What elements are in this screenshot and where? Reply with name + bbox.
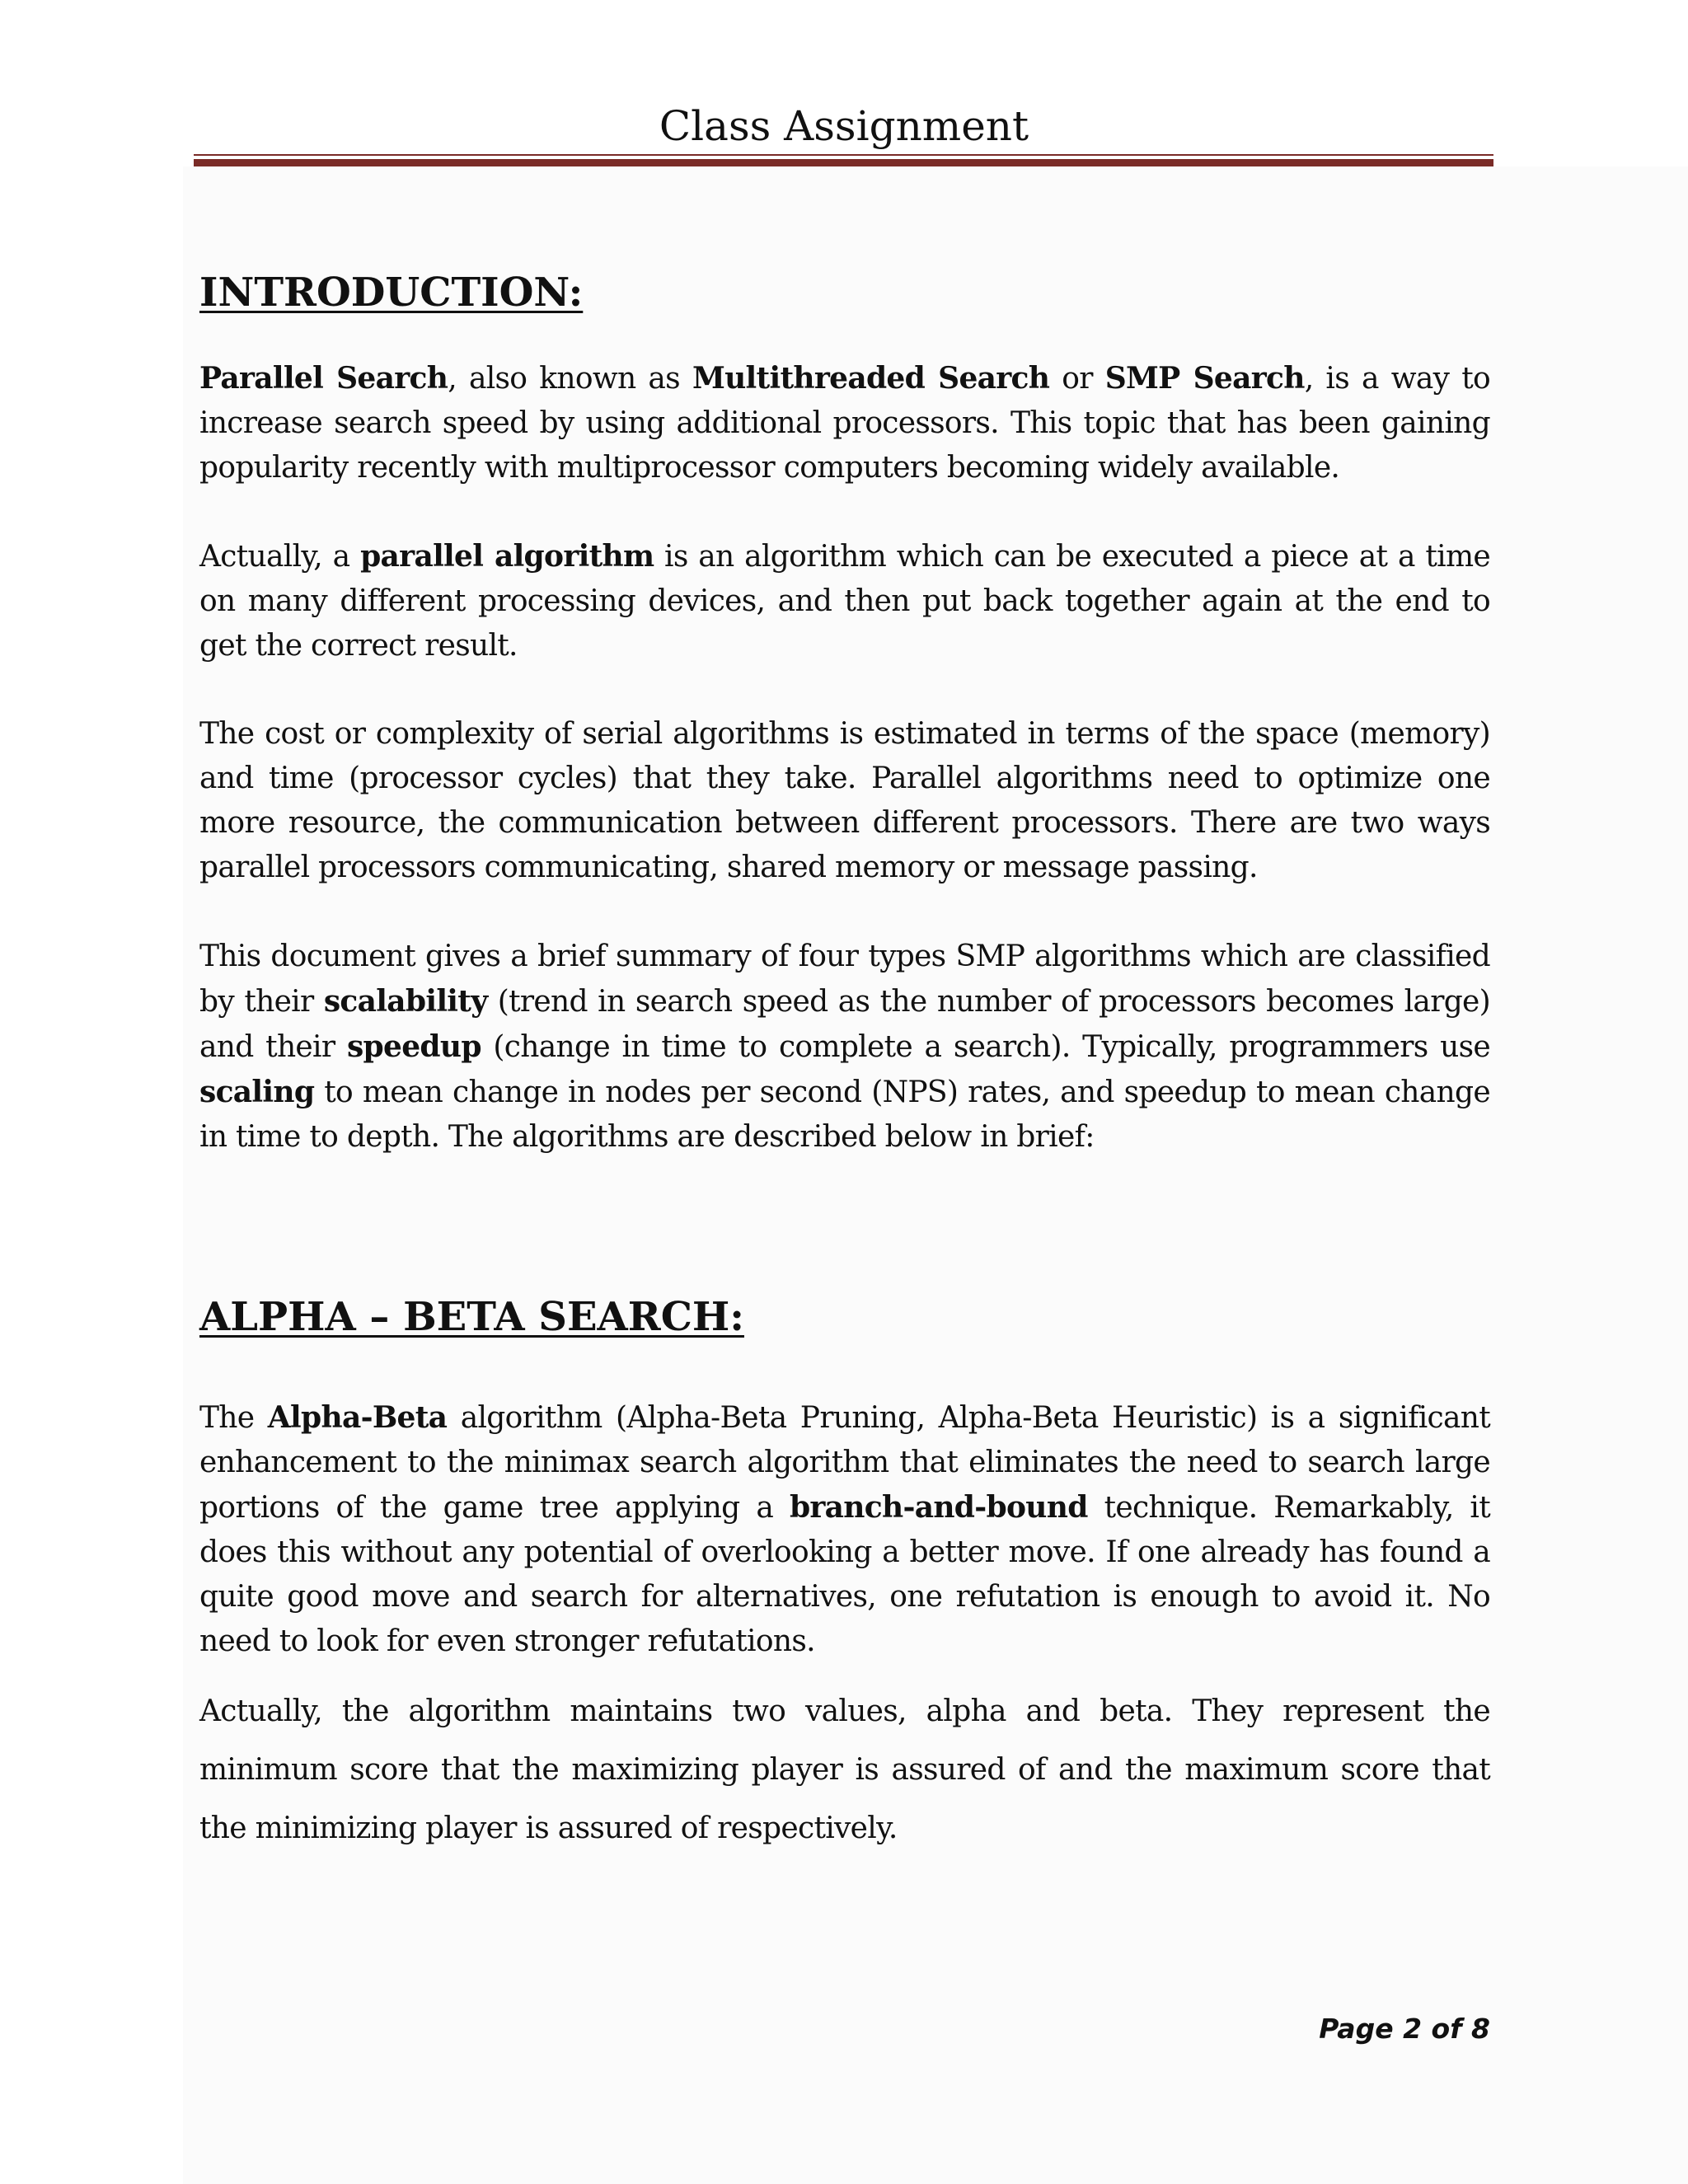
header-rule-thick xyxy=(194,159,1493,166)
intro-paragraph: The cost or complexity of serial algorithms is estimated in terms of the space (memory) and time (processor cycles) that they take. Parallel algorithms need to optimize one more resource, the communication between different processors. There are two ways parallel processors communicating, shared memory or message passing. xyxy=(199,717,1490,884)
intro-paragraph: This document gives a brief summary of four types SMP algorithms which are classified by their scalability (trend in search speed as the number of processors becomes large) and their speedup (change in time to complete a search). Typically, programmers use scaling to mean change in nodes per second (NPS) rates, and speedup to mean change in time to depth. The algorithms are described below in brief: xyxy=(199,940,1490,1154)
bold-term: parallel algorithm xyxy=(360,539,654,574)
intro-paragraph: Actually, a parallel algorithm is an algorithm which can be executed a piece at a time on many different processing devices, and then put back together again at the end to get the correct result. xyxy=(199,539,1490,663)
page-header-title: Class Assignment xyxy=(659,102,1029,150)
alpha-beta-paragraph: Actually, the algorithm maintains two values, alpha and beta. They represent the minimum score that the maximizing player is assured of and the maximum score that the minimizing player is assured of respectively. xyxy=(199,1694,1490,1845)
bold-term: Parallel Search xyxy=(199,361,448,396)
bold-term: speedup xyxy=(346,1029,481,1064)
bold-term: scalability xyxy=(323,984,488,1019)
bold-term: Alpha-Beta xyxy=(267,1400,448,1435)
alpha-beta-paragraph: The Alpha-Beta algorithm (Alpha-Beta Pruning, Alpha-Beta Heuristic) is a significant enhancement to the minimax search algorithm that eliminates the need to search large portions of the game tree applying a branch-and-bound technique. Remarkably, it does this without any potential of overlooking a better move. If one already has found a quite good move and search for alternatives, one refutation is enough to avoid it. No need to look for even stronger refutations. xyxy=(199,1400,1490,1658)
bold-term: SMP Search xyxy=(1104,361,1305,396)
section-heading-alpha-beta: ALPHA – BETA SEARCH: xyxy=(199,1294,744,1340)
header-rule-thin xyxy=(194,154,1493,156)
bold-term: branch-and-bound xyxy=(789,1490,1088,1525)
intro-paragraph: Parallel Search, also known as Multithreaded Search or SMP Search, is a way to increase search speed by using additional processors. This topic that has been gaining popularity recently with multiprocessor computers becoming widely available. xyxy=(199,361,1490,485)
page-number-label: Page 2 of 8 xyxy=(1319,2013,1490,2045)
bold-term: Multithreaded Search xyxy=(692,361,1050,396)
bold-term: scaling xyxy=(199,1075,315,1109)
section-heading-introduction: INTRODUCTION: xyxy=(199,269,584,316)
